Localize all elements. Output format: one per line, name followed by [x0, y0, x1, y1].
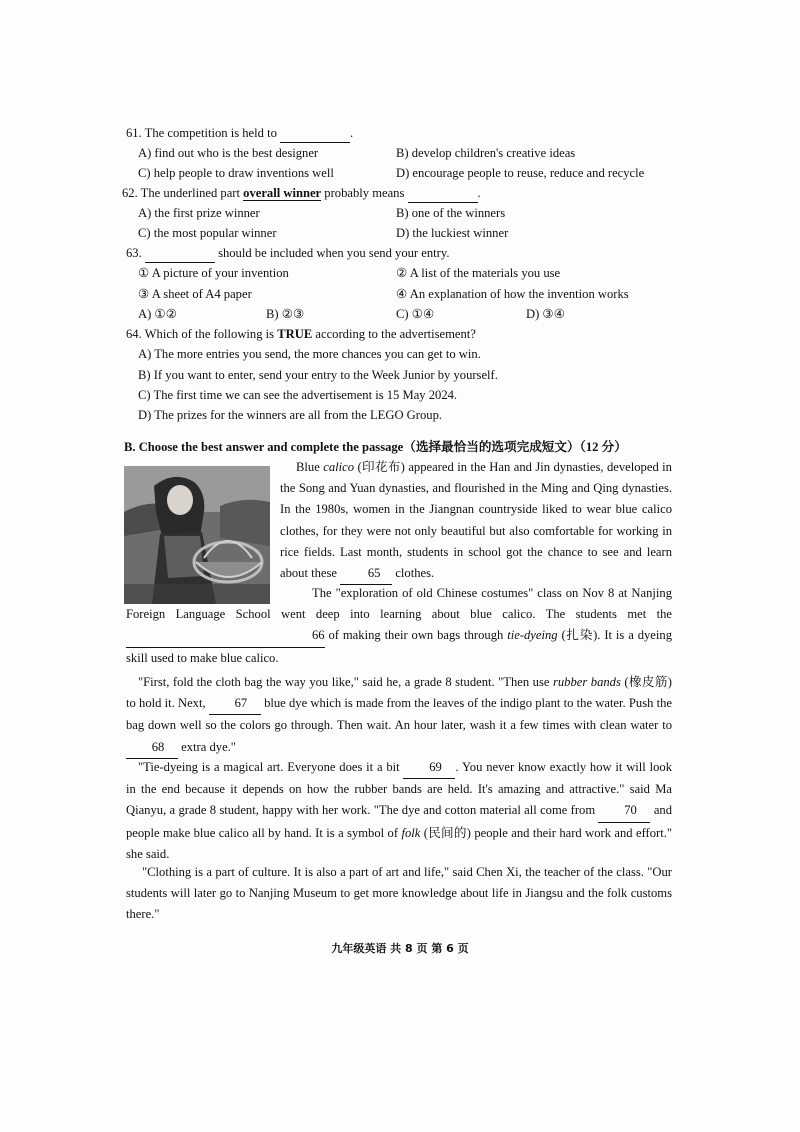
italic-term: calico [323, 460, 355, 474]
question-63-option-a: A) ①② [138, 307, 178, 321]
passage-paragraph-3 [126, 672, 672, 759]
blank-70: 70 [598, 800, 650, 822]
question-62-text: 62. The underlined part [122, 186, 240, 200]
question-63-item-1: ① A picture of your invention [138, 266, 289, 280]
answer-blank [145, 244, 215, 263]
question-63-item-2: ② A list of the materials you use [396, 266, 561, 280]
question-64-text-end: according to the advertisement? [315, 327, 476, 341]
question-62-end: . [477, 186, 481, 200]
question-64-option-b: B) If you want to enter, send your entry to the Week Junior by yourself. [138, 368, 498, 382]
question-63-item-4: ④ An explanation of how the invention works [396, 287, 629, 301]
passage-paragraph-4 [126, 757, 672, 865]
text-span: Blue [296, 460, 320, 474]
text-span: (扎染). It is a dyeing skill used to make blue calico. [126, 628, 672, 665]
question-63-option-b: B) ②③ [266, 307, 305, 321]
text-span: "Tie-dyeing is a magical art. Everyone does it a bit [138, 760, 400, 774]
question-64-stem [126, 325, 476, 343]
question-61-option-a: A) find out who is the best designer [138, 146, 319, 160]
question-62-option-b: B) one of the winners [396, 206, 506, 220]
question-61-end: . [350, 126, 354, 140]
text-span: (橡皮筋) to hold it. Next, [126, 675, 672, 711]
text-span: (民间的) people and their hard work and effort." she said. [126, 825, 673, 861]
passage-paragraph-1 [280, 457, 672, 585]
blank-66: 66 [126, 625, 325, 647]
question-63-item-3: ③ A sheet of A4 paper [138, 287, 252, 301]
blank-68: 68 [126, 737, 178, 759]
blank-69: 69 [403, 757, 455, 779]
answer-blank [408, 184, 478, 203]
text-span: "First, fold the cloth bag the way you like," said he, a grade 8 student. "Then use [138, 675, 550, 689]
italic-term: tie-dyeing [507, 628, 558, 643]
passage-paragraph-5: "Clothing is a part of culture. It is also a part of art and life," said Chen Xi, the teacher of the class. "Our students will later go to Nanjing Museum to get more knowledge about life in Jiangsu and the folk customs there." [126, 865, 672, 922]
question-64-option-a: A) The more entries you send, the more chances you can get to win. [138, 347, 481, 361]
question-61-option-c: C) help people to draw inventions well [138, 166, 334, 180]
passage-paragraph-2 [126, 583, 672, 669]
question-63-number: 63. [126, 246, 142, 260]
question-64-option-d: D) The prizes for the winners are all from the LEGO Group. [138, 408, 443, 422]
text-span: of making their own bags through [328, 628, 504, 643]
question-63-stem [126, 244, 450, 263]
text-span: The "exploration of old Chinese costumes" class on Nov 8 at Nanjing Foreign Language School went deep into learning about blue calico. The students met the [126, 586, 672, 622]
text-span: . You never know exactly how it will look in the end because it depends on how the rubber bands are held. It's amazing and attractive." said Ma Qianyu, a grade 8 student, happy with her work. "The dye and cotton material all come from [126, 760, 672, 818]
text-span: and people make blue calico all by hand. It is a symbol of [126, 803, 672, 840]
question-63-text: should be included when you send your entry. [218, 246, 450, 260]
blank-65: 65 [340, 563, 392, 585]
page-footer: 九年级英语 共 8 页 第 6 页 [331, 942, 469, 955]
question-64-text: 64. Which of the following is [126, 327, 275, 341]
question-61-option-d: D) encourage people to reuse, reduce and recycle [396, 166, 645, 180]
blank-67: 67 [209, 693, 261, 715]
question-62-option-d: D) the luckiest winner [396, 226, 509, 240]
question-63-option-d: D) ③④ [526, 307, 566, 321]
question-62-option-a: A) the first prize winner [138, 206, 260, 220]
text-span: extra dye." [181, 739, 236, 754]
section-b-heading: B. Choose the best answer and complete the passage（选择最恰当的选项完成短文）（12 分） [124, 440, 627, 454]
text-span: blue dye which is made from the leaves of the indigo plant to the water. Push the bag down well so the colors go through. Then wait. An hour later, wash it a few times with clean water to [126, 696, 672, 733]
question-62-text-mid: probably means [324, 186, 405, 200]
question-61-option-b: B) develop children's creative ideas [396, 146, 576, 160]
question-63-option-c: C) ①④ [396, 307, 435, 321]
text-span: (印花布) appeared in the Han and Jin dynasties, developed in the Song and Yuan dynasties, and flourished in the Ming and Qing dynasties. In the 1980s, women in the Jiangnan countryside liked to wear blue calico clothes, for they were not only beautiful but also comfortable for working in rice fields. Last month, students in school got the chance to see and learn about these [280, 460, 672, 581]
text-span: clothes. [395, 566, 435, 581]
question-61-text: 61. The competition is held to [126, 126, 277, 140]
question-61-stem [126, 124, 353, 143]
question-64-bold: TRUE [277, 327, 313, 341]
underlined-phrase: overall winner [243, 186, 322, 200]
question-62-option-c: C) the most popular winner [138, 226, 277, 240]
italic-term: rubber bands [552, 675, 621, 689]
answer-blank [280, 124, 350, 143]
question-62-stem [122, 184, 481, 203]
question-64-option-c: C) The first time we can see the advertisement is 15 May 2024. [138, 388, 458, 402]
italic-term: folk [401, 825, 421, 840]
